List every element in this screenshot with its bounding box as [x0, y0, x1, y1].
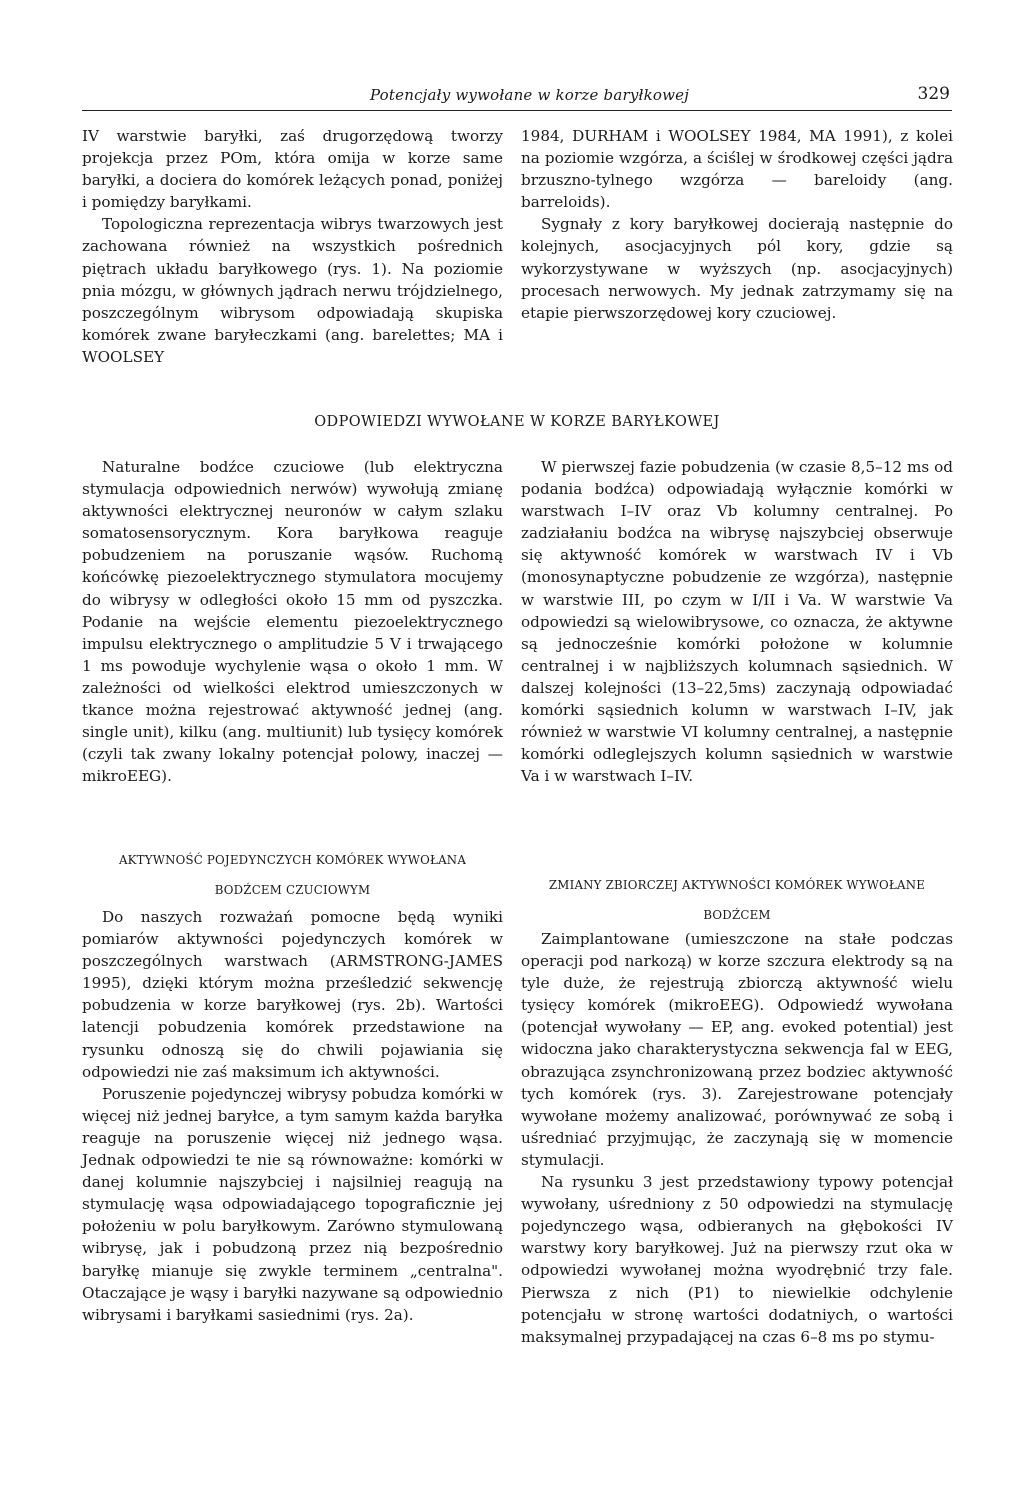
- paragraph: Sygnały z kory baryłkowej docierają następnie do kolejnych, asocjacyjnych pól kory, gdzie są wykorzystywane w wyższych (np. asocjacyjnych) procesach nerwowych. My jednak zatrzymamy się na etapie pierwszorzędowej kory czuciowej.: [521, 215, 953, 322]
- left-column-body: [82, 906, 503, 1326]
- paragraph: Naturalne bodźce czuciowe (lub elektryczna stymulacja odpowiednich nerwów) wywołują zmianę aktywności elektrycznej neuronów w całym szlaku somatosensorycznym. Kora baryłkowa reaguje pobudzeniem na poruszanie wąsów. Ruchomą końcówkę piezoelektrycznego stymulatora mocujemy do wibrysy w odległości około 15 mm od pyszczka. Podanie na wejście elementu piezoelektrycznego impulsu elektrycznego o amplitudzie 5 V i trwającego 1 ms powoduje wychylenie wąsa o około 1 mm. W zależności od wielkości elektrod umieszczonych w tkance można rejestrować aktywność jednej (ang. single unit), kilku (ang. multiunit) lub tysięcy komórek (czyli tak zwany lokalny potencjał polowy, inaczej — mikroEEG).: [82, 458, 503, 786]
- subheading-line: BODŹCEM CZUCIOWYM: [214, 883, 371, 897]
- subheading-line: AKTYWNOŚĆ POJEDYNCZYCH KOMÓREK WYWOŁANA: [118, 853, 467, 867]
- page-number: 329: [917, 84, 950, 104]
- top-left-column: [82, 125, 503, 368]
- left-column-intro: [82, 456, 503, 787]
- paragraph: Na rysunku 3 jest przedstawiony typowy potencjał wywołany, uśredniony z 50 odpowiedzi na stymulację pojedynczego wąsa, odbieranych na głębokości IV warstwy kory baryłkowej. Już na pierwszy rzut oka w odpowiedzi wywołanej można wyodrębnić trzy fale. Pierwsza z nich (P1) to niewielkie odchylenie potencjału w stronę wartości dodatniych, o wartości maksymalnej przypadającej na czas 6–8 ms po stymu-: [521, 1173, 953, 1346]
- subheading-line: BODŹCEM: [703, 908, 771, 922]
- top-right-column: [521, 125, 953, 324]
- subheading-population: [521, 870, 953, 930]
- paragraph: W pierwszej fazie pobudzenia (w czasie 8,5–12 ms od podania bodźca) odpowiadają wyłącznie komórki w warstwach I–IV oraz Vb kolumny centralnej. Po zadziałaniu bodźca na wibrysę najszybciej obserwuje się aktywność komórek w warstwach IV i Vb (monosynaptyczne pobudzenie ze wzgórza), następnie w warstwie III, po czym w I/II i Va. W warstwie Va odpowiedzi są wielowibrysowe, co oznacza, że aktywne są jednocześnie komórki położone w kolumnie centralnej i w najbliższych kolumnach sąsiednich. W dalszej kolejności (13–22,5ms) zaczynają odpowiadać komórki sąsiednich kolumn w warstwach I–IV, jak również w warstwie VI kolumny centralnej, a następnie komórki odleglejszych kolumn sąsiednich w warstwie Va i w warstwach I–IV.: [521, 458, 953, 786]
- paragraph: Do naszych rozważań pomocne będą wyniki pomiarów aktywności pojedynczych komórek w poszczególnych warstwach (ARMSTRONG-JAMES 1995), dzięki którym można prześledzić sekwencję pobudzenia w korze baryłkowej (rys. 2b). Wartości latencji pobudzenia komórek przedstawione na rysunku odnoszą się do chwili pojawiania się odpowiedzi nie zaś maksimum ich aktywności.: [82, 908, 503, 1081]
- section-title: ODPOWIEDZI WYWOŁANE W KORZE BARYŁKOWEJ: [314, 414, 720, 430]
- right-column-body: [521, 928, 953, 1348]
- running-title: Potencjały wywołane w korze baryłkowej: [370, 86, 690, 104]
- paragraph: IV warstwie baryłki, zaś drugorzędową tworzy projekcja przez POm, która omija w korze same baryłki, a dociera do komórek leżących ponad, poniżej i pomiędzy baryłkami.: [82, 127, 503, 212]
- paragraph: Poruszenie pojedynczej wibrysy pobudza komórki w więcej niż jednej baryłce, a tym samym każda baryłka reaguje na poruszenie więcej niż jednego wąsa. Jednak odpowiedzi te nie są równoważne: komórki w danej kolumnie najszybciej i najsilniej reagują na stymulację wąsa odpowiadającego topograficznie jej położeniu w polu baryłkowym. Zarówno stymulowaną wibrysę, jak i pobudzoną przez nią bezpośrednio baryłkę mianuje się zwykle terminem „centralna". Otaczające je wąsy i baryłki nazywane są odpowiednio wibrysami i baryłkami sasiednimi (rys. 2a).: [82, 1084, 503, 1324]
- paragraph: Topologiczna reprezentacja wibrys twarzowych jest zachowana również na wszystkich pośrednich piętrach układu baryłkowego (rys. 1). Na poziomie pnia mózgu, w głównych jądrach nerwu trójdzielnego, poszczególnym wibrysom odpowiadają skupiska komórek zwane baryłeczkami (ang. barelettes; MA i WOOLSEY: [82, 215, 503, 366]
- subheading-line: ZMIANY ZBIORCZEJ AKTYWNOŚCI KOMÓREK WYWOŁANE: [548, 878, 926, 892]
- running-header: [82, 84, 952, 111]
- subheading-single-cell: [82, 845, 503, 905]
- right-column-intro: [521, 456, 953, 787]
- paragraph: Zaimplantowane (umieszczone na stałe podczas operacji pod narkozą) w korze szczura elektrody są na tyle duże, że rejestrują zbiorczą aktywność wielu tysięcy komórek (mikroEEG). Odpowiedź wywołana (potencjał wywołany — EP, ang. evoked potential) jest widoczna jako charakterystyczna sekwencja fal w EEG, obrazująca zsynchronizowaną przez bodziec aktywność tych komórek (rys. 3). Zarejestrowane potencjały wywołane możemy analizować, porównywać ze sobą i uśredniać przyjmując, że zaczynają się w momencie stymulacji.: [521, 930, 953, 1169]
- paragraph: 1984, DURHAM i WOOLSEY 1984, MA 1991), z kolei na poziomie wzgórza, a ściślej w środkowej części jądra brzuszno-tylnego wzgórza — bareloidy (ang. barreloids).: [521, 127, 953, 212]
